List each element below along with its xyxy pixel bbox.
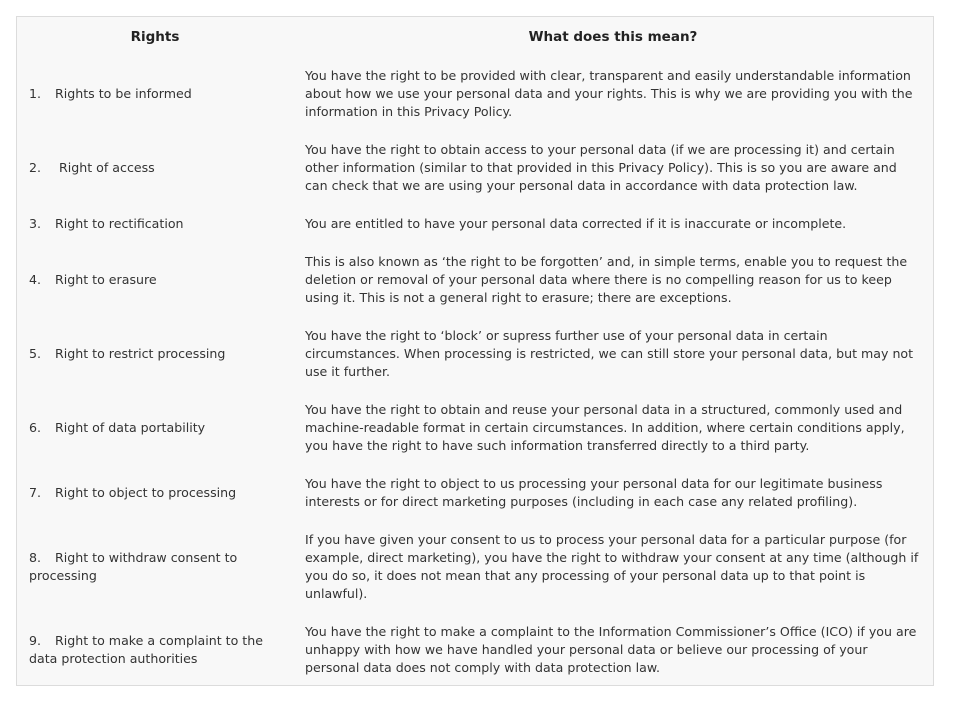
row-number: 6. xyxy=(29,420,42,435)
row-number: 1. xyxy=(29,86,42,101)
right-meaning: You have the right to obtain and reuse your personal data in a structured, commonly used and machine-readable format in certain circumstances. In addition, where certain conditions apply, you have the right to have such information transferred directly to a third party. xyxy=(305,402,905,453)
right-meaning: You are entitled to have your personal data corrected if it is inaccurate or incomplete. xyxy=(305,216,847,231)
header-meaning: What does this mean? xyxy=(528,29,698,45)
right-name-cell xyxy=(17,205,293,243)
right-name-cell xyxy=(17,57,293,131)
right-meaning: If you have given your consent to us to process your personal data for a particular purpose (for example, direct marketing), you have the right to withdraw your consent at any time (although if you do so, it does not mean that any processing of your personal data up to that point is unlawful). xyxy=(305,532,919,601)
right-name: Right of data portability xyxy=(55,420,206,435)
right-name: Right to rectification xyxy=(55,216,184,231)
right-meaning: You have the right to make a complaint to the Information Commissioner’s Office (ICO) if you are unhappy with how we have handled your personal data or believe our processing of your personal data does not comply with data protection law. xyxy=(305,624,917,675)
table-row xyxy=(17,243,933,317)
rights-table xyxy=(17,17,933,687)
row-number: 4. xyxy=(29,272,42,287)
right-name-cell xyxy=(17,521,293,613)
row-number: 5. xyxy=(29,346,42,361)
row-number: 9. xyxy=(29,633,42,648)
right-name-cell xyxy=(17,243,293,317)
header-rights: Rights xyxy=(130,29,180,45)
rights-table-container xyxy=(16,16,934,686)
right-name: Right to object to processing xyxy=(55,485,237,500)
right-meaning: This is also known as ‘the right to be forgotten’ and, in simple terms, enable you to request the deletion or removal of your personal data where there is no compelling reason for us to keep using it. This is not a general right to erasure; there are exceptions. xyxy=(305,254,908,305)
table-header-row xyxy=(17,17,933,57)
table-row xyxy=(17,317,933,391)
right-meaning: You have the right to obtain access to your personal data (if we are processing it) and certain other information (similar to that provided in this Privacy Policy). This is so you are aware and can check that we are using your personal data in accordance with data protection law. xyxy=(305,142,897,193)
table-row xyxy=(17,131,933,205)
table-row xyxy=(17,521,933,613)
right-name: Right of access xyxy=(55,160,155,175)
row-number: 8. xyxy=(29,550,42,565)
right-name: Right to restrict processing xyxy=(55,346,226,361)
right-name-cell xyxy=(17,465,293,521)
right-meaning: You have the right to be provided with clear, transparent and easily understandable information about how we use your personal data and your rights. This is why we are providing you with the information in this Privacy Policy. xyxy=(305,68,913,119)
table-row xyxy=(17,205,933,243)
row-number: 3. xyxy=(29,216,42,231)
right-meaning: You have the right to ‘block’ or supress further use of your personal data in certain circumstances. When processing is restricted, we can still store your personal data, but may not use it further. xyxy=(305,328,914,379)
row-number: 7. xyxy=(29,485,42,500)
right-name-cell xyxy=(17,391,293,465)
right-name-cell xyxy=(17,317,293,391)
table-row xyxy=(17,391,933,465)
right-name: Right to erasure xyxy=(55,272,157,287)
table-row xyxy=(17,613,933,687)
right-name: Right to make a complaint to the data protection authorities xyxy=(29,633,263,666)
right-name: Rights to be informed xyxy=(55,86,192,101)
right-meaning: You have the right to object to us processing your personal data for our legitimate business interests or for direct marketing purposes (including in each case any related profiling). xyxy=(305,476,883,509)
right-name: Right to withdraw consent to processing xyxy=(29,550,238,583)
table-row xyxy=(17,465,933,521)
table-row xyxy=(17,57,933,131)
right-name-cell xyxy=(17,131,293,205)
right-name-cell xyxy=(17,613,293,687)
row-number: 2. xyxy=(29,160,42,175)
